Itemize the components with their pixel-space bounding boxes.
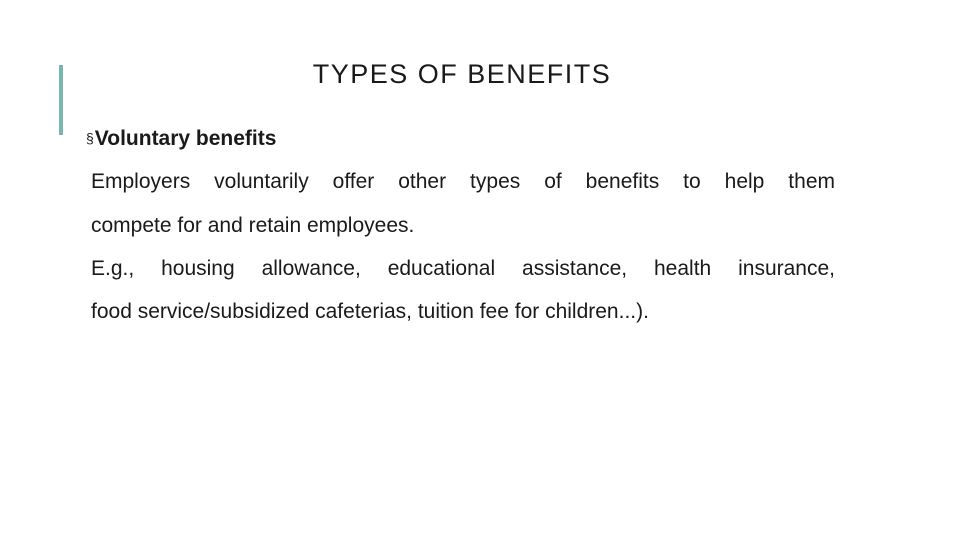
body-line-4: food service/subsidized cafeterias, tuition fee for children...). <box>91 300 649 323</box>
slide-title: TYPES OF BENEFITS <box>312 59 612 89</box>
bullet-heading <box>86 127 276 151</box>
body-line-2: compete for and retain employees. <box>91 214 415 237</box>
accent-bar <box>59 65 63 135</box>
body-line-3: E.g., housing allowance, educational assistance, health insurance, <box>91 257 835 280</box>
bullet-heading-text: Voluntary benefits <box>94 127 277 150</box>
bullet-marker-icon: § <box>86 130 94 146</box>
body-line-1: Employers voluntarily offer other types of benefits to help them <box>91 170 835 193</box>
